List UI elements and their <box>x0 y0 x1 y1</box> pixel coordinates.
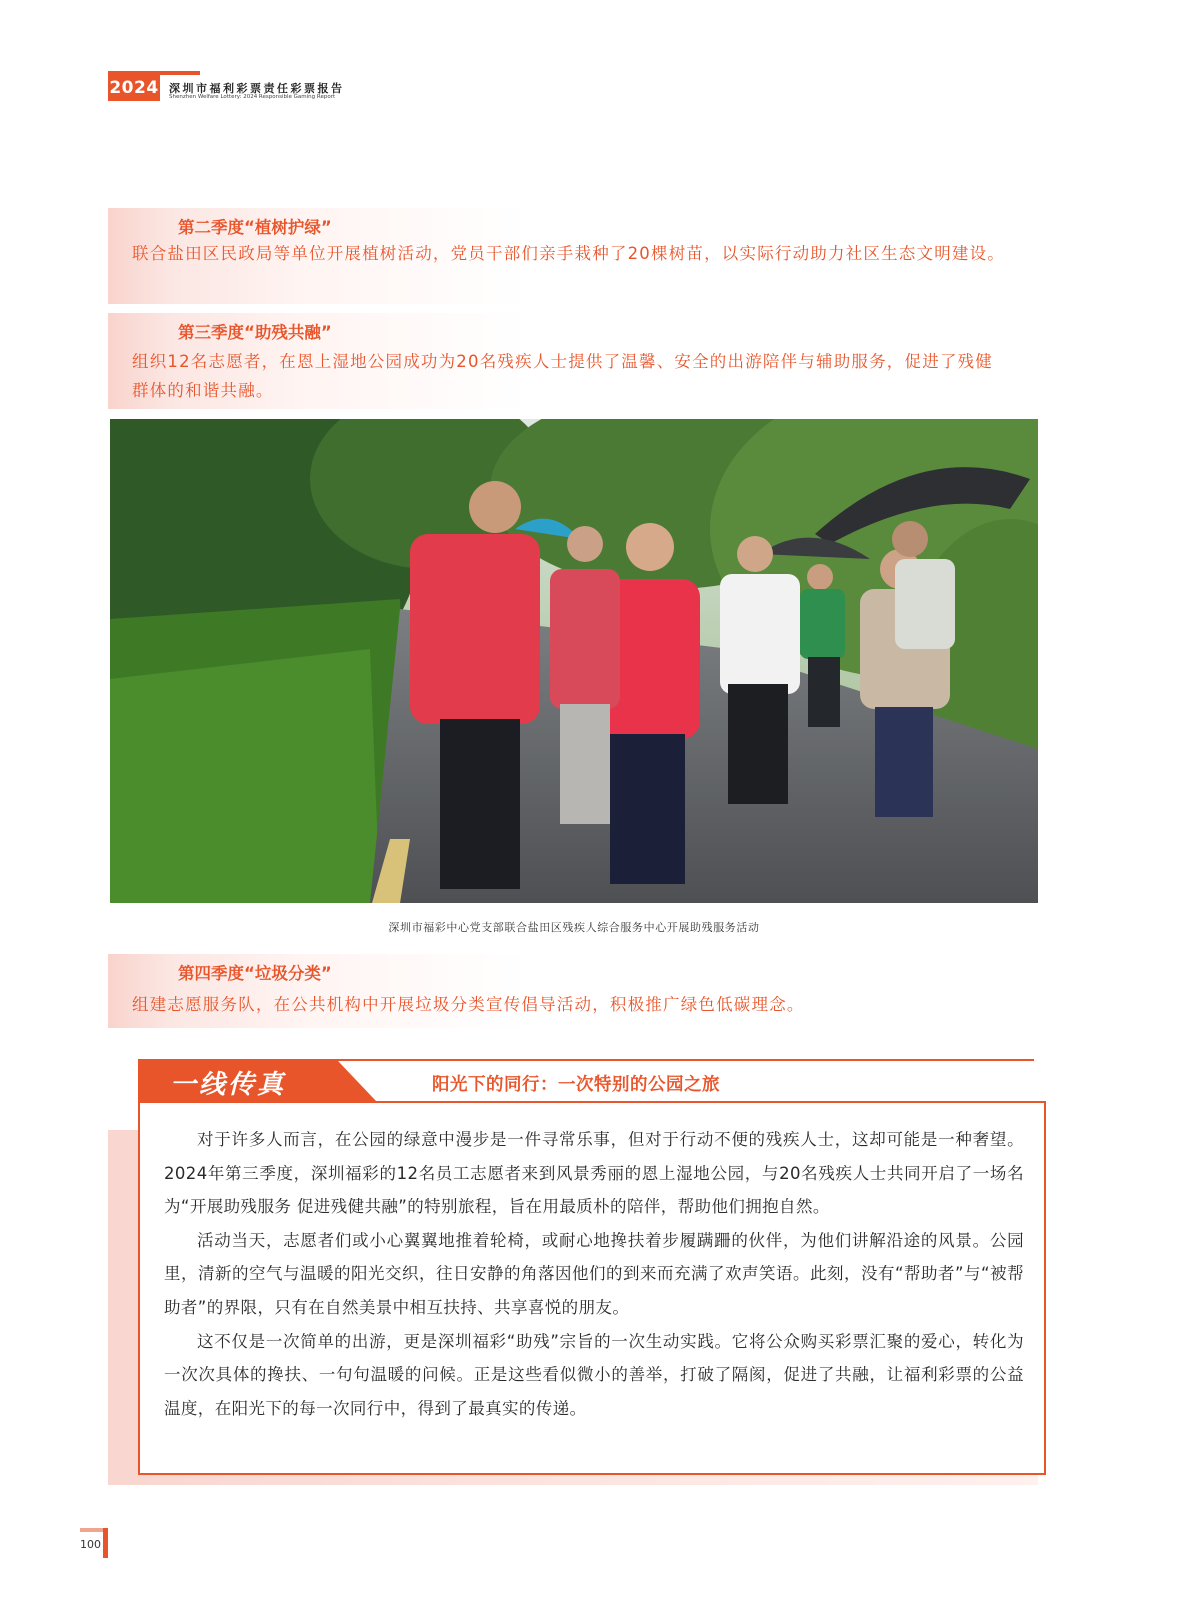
quarter-title: 第三季度“助残共融” <box>178 323 332 342</box>
quarter-block-q4 <box>108 954 1028 1028</box>
page-corner-bar <box>103 1528 108 1558</box>
feature-paragraph: 对于许多人而言，在公园的绿意中漫步是一件寻常乐事，但对于行动不便的残疾人士，这却可能是一种奢望。2024年第三季度，深圳福彩的12名员工志愿者来到风景秀丽的恩上湿地公园，与20名残疾人士共同开启了一场名为“开展助残服务 促进残健共融”的特别旅程，旨在用最质朴的陪伴，帮助他们拥抱自然。 <box>164 1130 1024 1217</box>
feature-tab-label: 一线传真 <box>170 1070 287 1100</box>
feature-body <box>164 1123 1024 1425</box>
report-title: 深圳市福利彩票责任彩票报告 <box>169 82 345 95</box>
report-year-badge: 2024 <box>108 75 160 101</box>
quarter-text: 联合盐田区民政局等单位开展植树活动，党员干部们亲手栽种了20棵树苗，以实际行动助力社区生态文明建设。 <box>132 244 1005 263</box>
quarter-title: 第四季度“垃圾分类” <box>178 964 332 983</box>
photo-caption: 深圳市福彩中心党支部联合盐田区残疾人综合服务中心开展助残服务活动 <box>388 921 760 934</box>
quarter-block-q2 <box>108 208 1028 304</box>
page-number: 100 <box>80 1538 101 1551</box>
quarter-text: 组建志愿服务队，在公共机构中开展垃圾分类宣传倡导活动，积极推广绿色低碳理念。 <box>132 995 805 1014</box>
feature-paragraph: 这不仅是一次简单的出游，更是深圳福彩“助残”宗旨的一次生动实践。它将公众购买彩票汇聚的爱心，转化为一次次具体的搀扶、一句句温暖的问候。正是这些看似微小的善举，打破了隔阂，促进了共融，让福利彩票的公益温度，在阳光下的每一次同行中，得到了最真实的传递。 <box>164 1331 1024 1418</box>
report-subtitle: Shenzhen Welfare Lottery: 2024 Responsible Gaming Report <box>169 94 336 100</box>
quarter-title: 第二季度“植树护绿” <box>178 218 332 237</box>
feature-box <box>138 1101 1046 1475</box>
quarter-block-q3 <box>108 313 1028 409</box>
quarter-text: 组织12名志愿者，在恩上湿地公园成功为20名残疾人士提供了温馨、安全的出游陪伴与辅助服务，促进了残健群体的和谐共融。 <box>132 352 993 400</box>
feature-left-accent <box>108 1130 140 1485</box>
park-walk-illustration <box>110 419 1038 903</box>
volunteer-activity-photo <box>110 419 1038 903</box>
feature-title: 阳光下的同行：一次特别的公园之旅 <box>432 1075 720 1095</box>
feature-paragraph: 活动当天，志愿者们或小心翼翼地推着轮椅，或耐心地搀扶着步履蹒跚的伙伴，为他们讲解沿途的风景。公园里，清新的空气与温暖的阳光交织，往日安静的角落因他们的到来而充满了欢声笑语。此刻，没有“帮助者”与“被帮助者”的界限，只有在自然美景中相互扶持、共享喜悦的朋友。 <box>164 1230 1024 1317</box>
